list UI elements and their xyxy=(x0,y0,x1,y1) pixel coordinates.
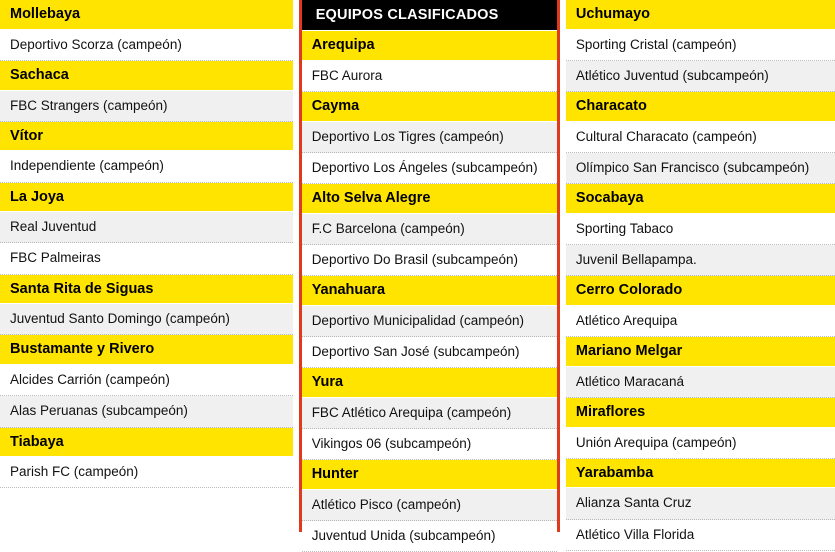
table-title: EQUIPOS CLASIFICADOS xyxy=(302,0,557,31)
team-row: Olímpico San Francisco (subcampeón) xyxy=(566,153,835,184)
district-header: Yarabamba xyxy=(566,459,835,489)
team-row: Deportivo San José (subcampeón) xyxy=(302,337,557,368)
district-header: Uchumayo xyxy=(566,0,835,30)
team-row: Sporting Cristal (campeón) xyxy=(566,30,835,61)
district-header: Miraflores xyxy=(566,398,835,428)
column-middle-body xyxy=(302,31,557,552)
team-row: FBC Aurora xyxy=(302,61,557,92)
team-row: Real Juventud xyxy=(0,212,293,243)
district-header: Santa Rita de Siguas xyxy=(0,275,293,305)
team-row: Alcides Carrión (campeón) xyxy=(0,365,293,396)
district-header: Socabaya xyxy=(566,184,835,214)
team-row: Atlético Arequipa xyxy=(566,306,835,337)
team-row: Atlético Maracaná xyxy=(566,367,835,398)
district-header: Sachaca xyxy=(0,61,293,91)
district-header: Cayma xyxy=(302,92,557,122)
team-row: FBC Palmeiras xyxy=(0,243,293,274)
team-row: Unión Arequipa (campeón) xyxy=(566,428,835,459)
team-row: Cultural Characato (campeón) xyxy=(566,122,835,153)
team-row: Vikingos 06 (subcampeón) xyxy=(302,429,557,460)
column-right xyxy=(566,0,835,542)
district-header: Mollebaya xyxy=(0,0,293,30)
district-header: Characato xyxy=(566,92,835,122)
column-left xyxy=(0,0,293,532)
team-row: Deportivo Do Brasil (subcampeón) xyxy=(302,245,557,276)
team-row: F.C Barcelona (campeón) xyxy=(302,214,557,245)
team-row: Juvenil Bellapampa. xyxy=(566,245,835,276)
district-header: Mariano Melgar xyxy=(566,337,835,367)
district-header: Alto Selva Alegre xyxy=(302,184,557,214)
team-row: Atlético Villa Florida xyxy=(566,520,835,551)
team-row: FBC Atlético Arequipa (campeón) xyxy=(302,398,557,429)
district-header: Vítor xyxy=(0,122,293,152)
team-row: FBC Strangers (campeón) xyxy=(0,91,293,122)
district-header: Yura xyxy=(302,368,557,398)
team-row: Deportivo Scorza (campeón) xyxy=(0,30,293,61)
team-row: Deportivo Municipalidad (campeón) xyxy=(302,306,557,337)
team-row: Independiente (campeón) xyxy=(0,151,293,182)
team-row: Atlético Juventud (subcampeón) xyxy=(566,61,835,92)
district-header: La Joya xyxy=(0,183,293,213)
team-row: Alianza Santa Cruz xyxy=(566,488,835,519)
district-header: Yanahuara xyxy=(302,276,557,306)
district-header: Tiabaya xyxy=(0,428,293,458)
district-header: Arequipa xyxy=(302,31,557,61)
district-header: Bustamante y Rivero xyxy=(0,335,293,365)
team-row: Sporting Tabaco xyxy=(566,214,835,245)
district-header: Cerro Colorado xyxy=(566,276,835,306)
team-row: Juventud Santo Domingo (campeón) xyxy=(0,304,293,335)
team-row: Juventud Unida (subcampeón) xyxy=(302,521,557,552)
column-middle xyxy=(299,0,560,543)
district-header: Hunter xyxy=(302,460,557,490)
team-row: Atlético Pisco (campeón) xyxy=(302,490,557,521)
team-row: Deportivo Los Ángeles (subcampeón) xyxy=(302,153,557,184)
team-row: Parish FC (campeón) xyxy=(0,457,293,488)
team-row: Alas Peruanas (subcampeón) xyxy=(0,396,293,427)
team-row: Deportivo Los Tigres (campeón) xyxy=(302,122,557,153)
